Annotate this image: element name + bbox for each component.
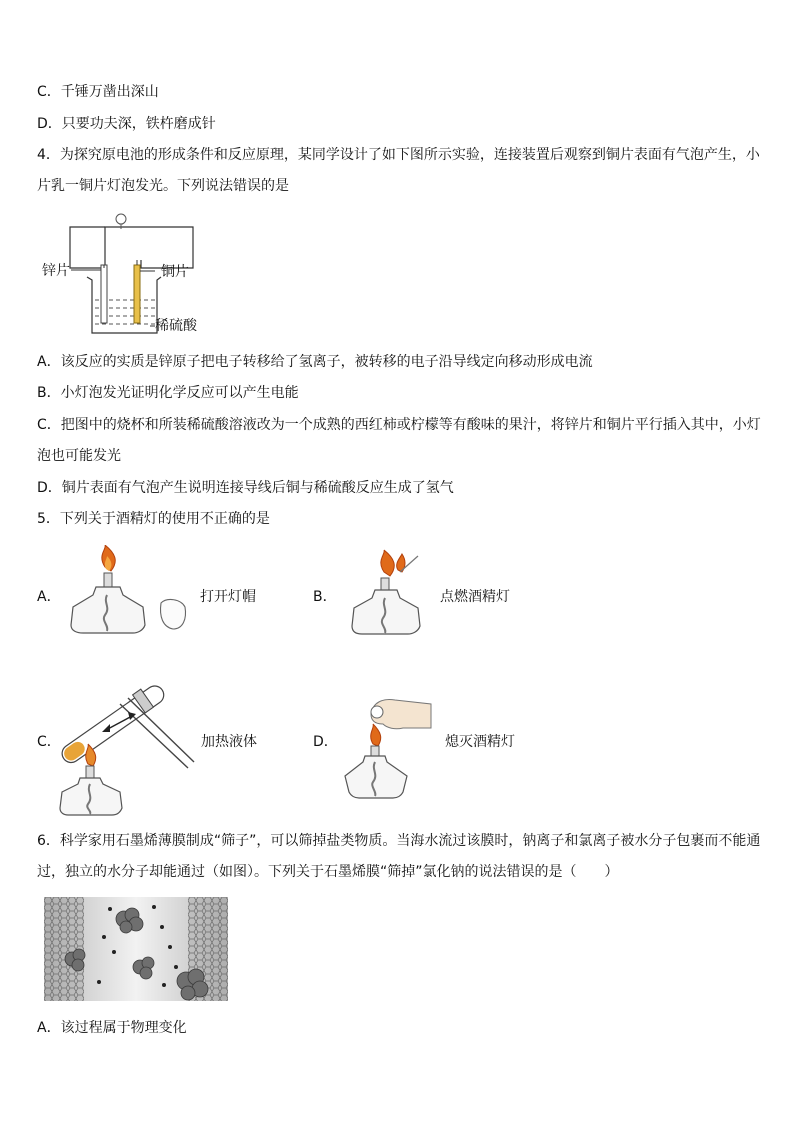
q5-option-a-caption: 打开灯帽	[200, 589, 256, 605]
zinc-plate-label: 锌片	[42, 263, 70, 279]
q4-stem-line2: 片乳一铜片灯泡发光。下列说法错误的是	[37, 178, 289, 194]
test-tube-heating-icon	[58, 668, 198, 818]
q4-option-a: A．该反应的实质是锌原子把电子转移给了氢离子，被转移的电子沿导线定向移动形成电流	[37, 354, 593, 370]
q4-option-d: D．铜片表面有气泡产生说明连接导线后铜与稀硫酸反应生成了氢气	[37, 480, 454, 496]
graphene-membrane-image	[44, 897, 228, 1001]
q3-option-c: C．千锤万凿出深山	[37, 84, 159, 100]
extinguishing-lamp-figure	[343, 688, 433, 800]
q5-option-d-caption: 熄灭酒精灯	[445, 734, 515, 750]
q4-option-c-line2: 泡也可能发光	[37, 448, 121, 464]
graphene-membrane-figure	[44, 897, 228, 1001]
q3-option-d: D．只要功夫深，铁杵磨成针	[37, 116, 216, 132]
alcohol-lamp-icon	[63, 545, 193, 640]
q4-stem-line1: 4．为探究原电池的形成条件和反应原理，某同学设计了如下图所示实验，连接装置后观察到铜片表面有气泡产生，小	[37, 147, 760, 163]
q6-stem-line1: 6．科学家用石墨烯薄膜制成“筛子”，可以筛掉盐类物质。当海水流过该膜时，钠离子和氯离子被水分子包裹而不能通	[37, 833, 761, 849]
lighting-lamp-figure	[348, 548, 438, 640]
q5-option-c-letter: C．	[37, 734, 61, 750]
q5-option-b-caption: 点燃酒精灯	[440, 589, 510, 605]
q5-option-a-letter: A．	[37, 589, 61, 605]
q6-stem-line2: 过，独立的水分子却能通过（如图）。下列关于石墨烯膜“筛掉”氯化钠的说法错误的是（ ）	[37, 864, 619, 880]
q5-option-d-letter: D．	[313, 734, 338, 750]
heating-liquid-figure	[58, 668, 198, 818]
q4-option-c-line1: C．把图中的烧杯和所装稀硫酸溶液改为一个成熟的西红柿或柠檬等有酸味的果汁，将锌片和铜片平行插入其中，小灯	[37, 417, 761, 433]
q6-option-a: A．该过程属于物理变化	[37, 1020, 187, 1036]
q5-option-b-letter: B．	[313, 589, 337, 605]
hand-blowing-lamp-icon	[343, 688, 433, 800]
alcohol-lamp-icon	[348, 548, 438, 640]
galvanic-cell-figure	[37, 205, 207, 340]
q4-option-b: B．小灯泡发光证明化学反应可以产生电能	[37, 385, 299, 401]
dilute-sulfuric-acid-label: 稀硫酸	[155, 318, 197, 334]
copper-plate-label: 铜片	[161, 264, 189, 280]
q5-option-c-caption: 加热液体	[201, 734, 257, 750]
q5-stem: 5．下列关于酒精灯的使用不正确的是	[37, 511, 270, 527]
lamp-cap-open-figure	[63, 545, 193, 640]
